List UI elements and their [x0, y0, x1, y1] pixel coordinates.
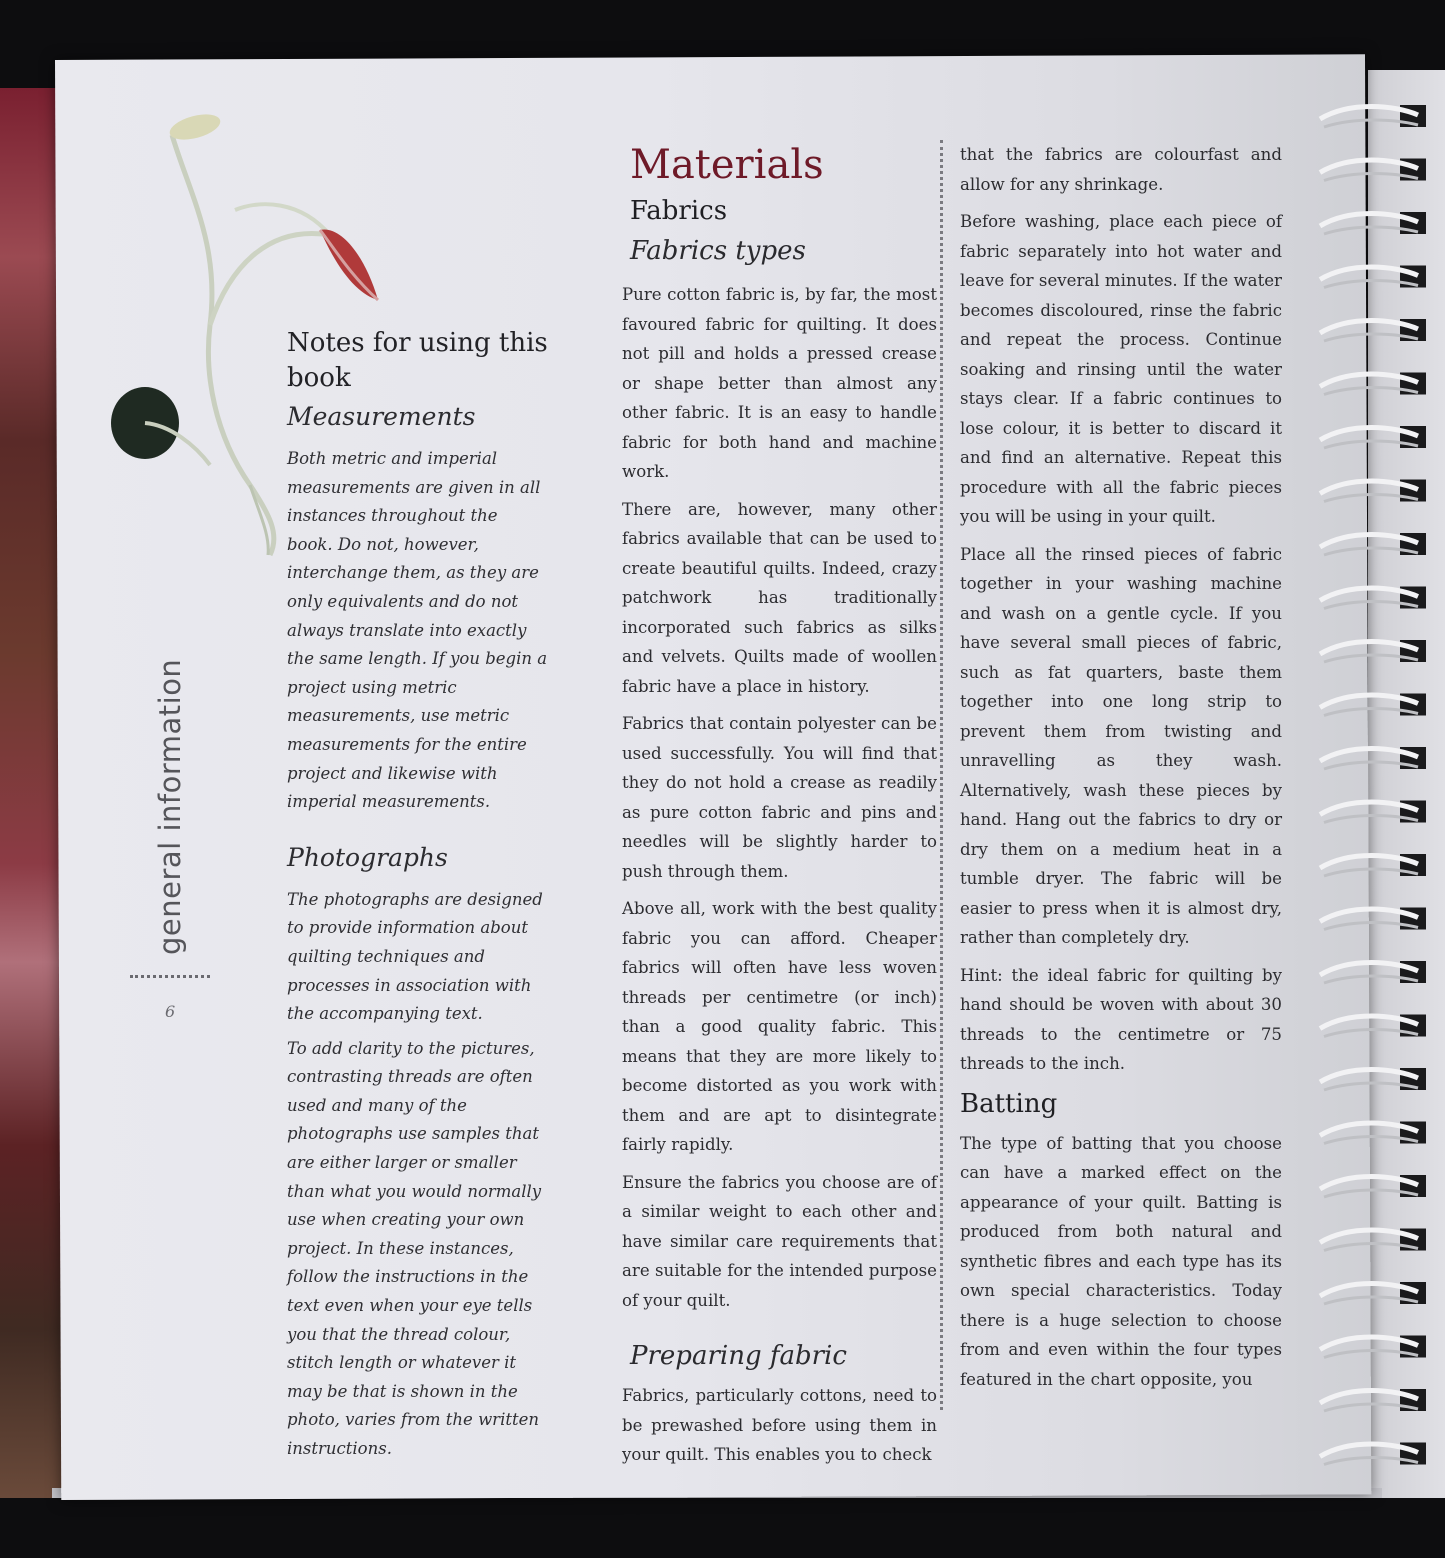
paragraph: Place all the rinsed pieces of fabric together in your washing machine and wash on a gentle cycle. If you have several small pieces of fabric, such as fat quarters, baste them together into one long strip to prevent them from twisting and unravelling as they wash. Alternatively, wash these pieces by hand. Hang out the fabrics to dry or dry them on a medium heat in a tumble dryer. The fabric will be easier to press when it is almost dry, rather than completely dry. — [960, 544, 1282, 947]
fabrics-heading: Fabrics — [630, 196, 728, 226]
page-number: 6 — [165, 1002, 176, 1021]
measurements-text: Both metric and imperial measurements are given in all instances throughout the book. Do not, however, interchange them, as they are only equivalents and do not always translate into exactly the same length. If you begin a project using metric measurements, use metric measurements for the entire project and likewise with imperial measurements. — [287, 449, 548, 812]
notes-column — [283, 326, 548, 1464]
photographs-heading: Photographs — [287, 842, 448, 872]
materials-column — [622, 142, 937, 1478]
spiral-binding — [1300, 95, 1440, 1495]
paragraph: Fabrics, particularly cottons, need to be prewashed before using them in your quilt. This enables you to check — [622, 1386, 937, 1464]
batting-heading: Batting — [960, 1088, 1058, 1119]
paragraph: Ensure the fabrics you choose are of a similar weight to each other and have similar care requirements that are suitable for the intended purpose of your quilt. — [622, 1172, 937, 1310]
fabric-types-heading: Fabrics types — [630, 236, 806, 266]
paragraph: Before washing, place each piece of fabric separately into hot water and leave for several minutes. If the water becomes discoloured, rinse the fabric and repeat the process. Continue soaking and rinsing until the water stays clear. If a fabric continues to lose colour, it is better to discard it and find an alternative. Repeat this procedure with all the fabric pieces you will be using in your quilt. — [960, 212, 1282, 526]
paragraph: The type of batting that you choose can have a marked effect on the appearance of your quilt. Batting is produced from both natural and synthetic fibres and each type has its own special characteristics. Today there is a huge selection to choose from and even within the four types featured in the chart opposite, you — [960, 1133, 1282, 1389]
materials-title: Materials — [630, 142, 824, 188]
notes-title: Notes for using this book — [287, 328, 548, 393]
hint-paragraph: Hint: the ideal fabric for quilting by hand should be woven with about 30 threads to the centimetre or 75 threads to the inch. — [960, 965, 1282, 1073]
paragraph: Pure cotton fabric is, by far, the most favoured fabric for quilting. It does not pill and holds a pressed crease or shape better than almost any other fabric. It is an easy to handle fabric for both hand and machine work. — [622, 285, 937, 481]
photographs-text-2: To add clarity to the pictures, contrasting threads are often used and many of the photographs use samples that are either larger or smaller than what you would normally use when creating your own project. In these instances, follow the instructions in the text even when your eye tells you that the thread colour, stitch length or whatever it may be that is shown in the photo, varies from the written instructions. — [287, 1038, 542, 1458]
dotted-divider — [130, 975, 210, 978]
continuation-column — [960, 140, 1282, 1402]
section-label: general information — [153, 658, 187, 955]
preparing-fabric-heading: Preparing fabric — [630, 1341, 847, 1371]
column-divider — [940, 140, 943, 1410]
paragraph: that the fabrics are colourfast and allow for any shrinkage. — [960, 145, 1282, 194]
paragraph: Above all, work with the best quality fabric you can afford. Cheaper fabrics will often have less woven threads per centimetre (or inch) than a good quality fabric. This means that they are more likely to become distorted as you work with them and are apt to disintegrate fairly rapidly. — [622, 899, 937, 1154]
photographs-text-1: The photographs are designed to provide information about quilting techniques and processes in association with the accompanying text. — [287, 889, 543, 1024]
paragraph: Fabrics that contain polyester can be used successfully. You will find that they do not hold a crease as readily as pure cotton fabric and pins and needles will be slightly harder to push through them. — [622, 714, 937, 881]
measurements-heading: Measurements — [287, 402, 476, 431]
paragraph: There are, however, many other fabrics available that can be used to create beautiful quilts. Indeed, crazy patchwork has traditionally incorporated such fabrics as silks and velvets. Quilts made of woollen fabric have a place in history. — [622, 499, 937, 696]
